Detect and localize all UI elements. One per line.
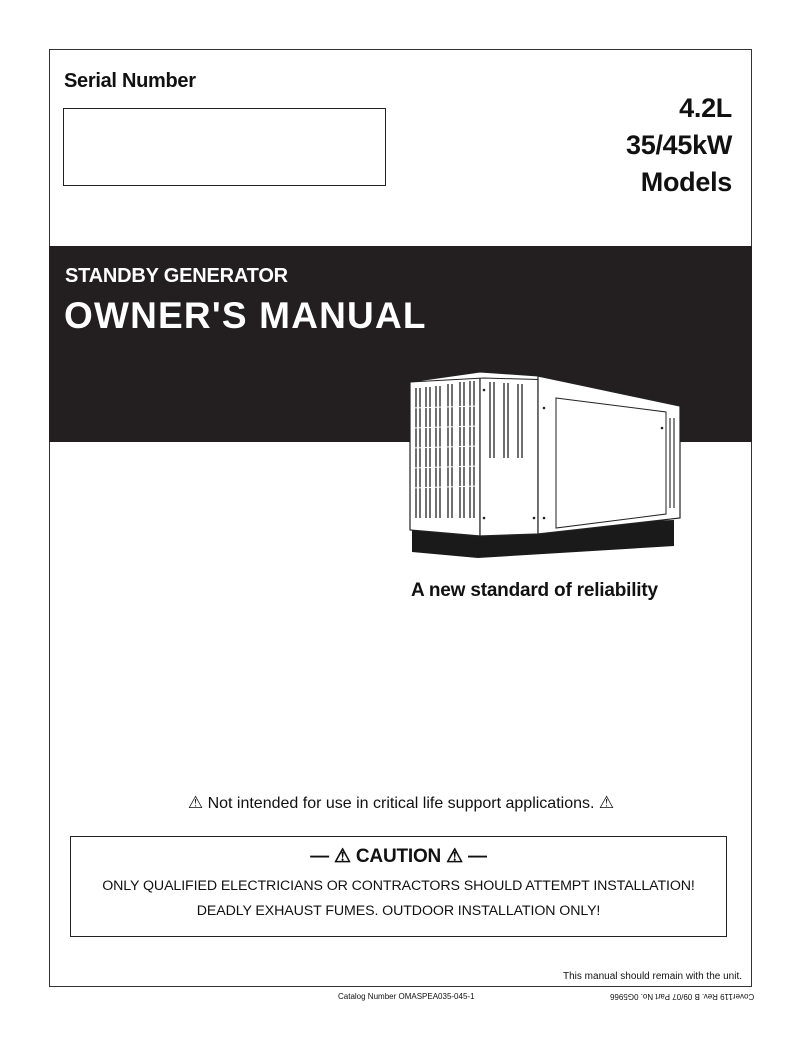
caution-box [70, 836, 727, 937]
serial-number-box [63, 108, 386, 186]
tagline: A new standard of reliability [411, 580, 658, 601]
banner-subtitle: STANDBY GENERATOR [65, 265, 288, 287]
model-power: 35/45kW [626, 130, 732, 160]
model-designation [626, 90, 732, 201]
serial-number-label: Serial Number [64, 70, 196, 92]
model-label: Models [640, 167, 732, 197]
warning-triangle-icon: ⚠ [598, 793, 615, 812]
caution-exhaust-warning: DEADLY EXHAUST FUMES. OUTDOOR INSTALLATION ONLY! [196, 903, 601, 919]
warning-triangle-icon: ⚠ [187, 793, 204, 812]
banner-title: OWNER'S MANUAL [64, 295, 427, 336]
life-support-notice [0, 793, 802, 813]
catalog-number: Catalog Number OMASPEA035-045-1 [338, 992, 475, 1001]
caution-installation-warning: ONLY QUALIFIED ELECTRICIANS OR CONTRACTORS SHOULD ATTEMPT INSTALLATION! [102, 878, 695, 894]
notice-text: Not intended for use in critical life support applications. [207, 795, 595, 812]
remain-with-unit-note: This manual should remain with the unit. [563, 971, 742, 982]
generator-illustration [404, 368, 686, 560]
caution-heading: — ⚠ CAUTION ⚠ — [310, 846, 487, 867]
model-engine: 4.2L [679, 93, 732, 123]
cover-part-number: Cover119 Rev. B 09/07 Part No. 0G5966 [609, 992, 754, 1001]
